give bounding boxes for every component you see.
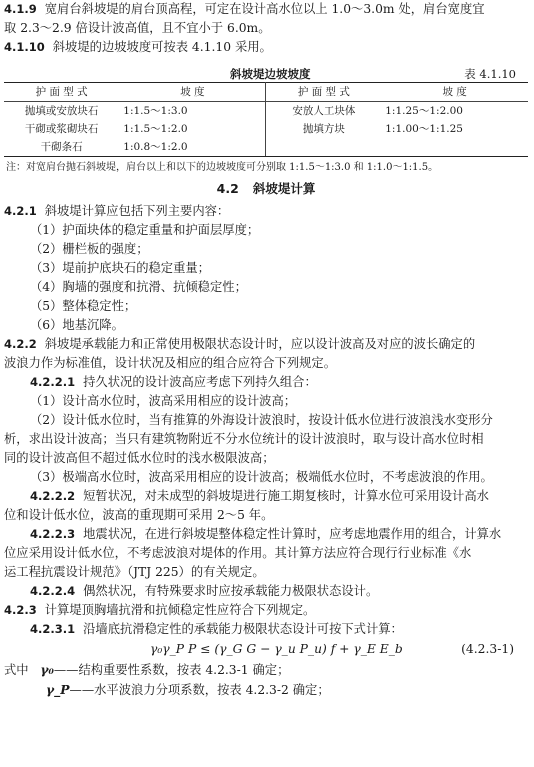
clause-text: 短暂状况，对未成型的斜坡堤进行施工期复核时，计算水位可采用设计高水 (83, 489, 489, 503)
table-cell: 1:1.00～1:1.25 (385, 122, 463, 135)
clause-number: 4.2.2 (4, 337, 37, 351)
clause-4-2-3-1 (4, 620, 528, 639)
table-header: 护 面 型 式 (266, 83, 381, 102)
clause-text: 计算堤顶胸墙抗滑和抗倾稳定性应符合下列规定。 (44, 603, 316, 617)
clause-text: 偶然状况，有特殊要求时应按承载能力极限状态设计。 (83, 584, 379, 598)
table-row (4, 102, 528, 121)
table-cell: 干砌条石 (4, 138, 119, 157)
list-item: （3）堤前护底块石的稳定重量； (30, 261, 210, 275)
clause-text: 沿墙底抗滑稳定性的承载能力极限状态设计可按下式计算： (83, 622, 403, 636)
table-cell: 1:1.25～1:2.00 (385, 104, 463, 117)
clause-text: 宽肩台斜坡堤的肩台顶高程，可定在设计高水位以上 1.0～3.0m 处，肩台宽度宜 (44, 2, 485, 16)
clause-text: 斜坡堤承载能力和正常使用极限状态设计时，应以设计波高及对应的波长确定的 (44, 337, 476, 351)
clause-4-2-2-3-cont: 位应采用设计低水位，不考虑波浪对堤体的作用。其计算方法应符合现行行业标准《水 (4, 546, 472, 560)
table-note: 注：对宽肩台抛石斜坡堤，肩台以上和以下的边坡坡度可分别取 1:1.5～1:3.0 和 1:1.0～1:1.5。 (6, 162, 439, 173)
list-item: （2）设计低水位时，当有推算的外海设计波浪时，按设计低水位进行波浪浅水变形分 (30, 413, 493, 427)
table-cell (266, 138, 381, 157)
clause-4-2-2-3-cont: 运工程抗震设计规范》（JTJ 225）的有关规定。 (4, 565, 265, 579)
table-cell: 1:1.5～1:3.0 (119, 102, 266, 121)
table-header: 坡 度 (381, 83, 528, 102)
clause-number: 4.2.2.1 (30, 375, 76, 389)
clause-number: 4.2.2.4 (30, 584, 76, 598)
list-item: （4）胸墙的强度和抗滑、抗倾稳定性； (30, 280, 247, 294)
table-cell: 抛填或安放块石 (24, 104, 99, 117)
formula-4-2-3-1 (4, 639, 528, 660)
clause-text: 持久状况的设计波高应考虑下列持久组合： (83, 375, 317, 389)
clause-4-2-3 (4, 601, 528, 620)
section-number: 4.2 (216, 181, 239, 196)
formula-expression: γ₀γ_P P ≤ (γ_G G − γ_u P_u) f + γ_E E_b (150, 642, 403, 656)
table-cell: 1:0.8～1:2.0 (119, 138, 266, 157)
clause-number: 4.2.1 (4, 204, 37, 218)
symbol-definition (4, 660, 528, 680)
clause-4-2-2-cont: 波浪力作为标准值，设计状况及相应的组合应符合下列规定。 (4, 356, 337, 370)
clause-4-2-2-4 (4, 582, 528, 601)
list-item: （1）设计高水位时，波高采用相应的设计波高； (30, 394, 297, 408)
table-title: 斜坡堤边坡坡度 (230, 66, 311, 81)
list-item: （5）整体稳定性； (30, 299, 137, 313)
clause-4-1-9 (4, 0, 528, 19)
clause-text: 斜坡堤计算应包括下列主要内容： (44, 204, 230, 218)
table-cell: 1:1.5～1:2.0 (119, 120, 266, 138)
clause-number: 4.2.2.3 (30, 527, 76, 541)
list-item: （6）地基沉降。 (30, 318, 124, 332)
clause-text: 斜坡堤的边坡坡度可按表 4.1.10 采用。 (52, 40, 272, 54)
clause-number: 4.1.10 (4, 40, 45, 54)
section-heading (4, 176, 528, 202)
symbol: γ₀ (40, 662, 54, 677)
table-cell: 抛填方块 (302, 122, 345, 135)
list-item: （3）极端高水位时，波高采用相应的设计波高；极端低水位时，不考虑波浪的作用。 (30, 470, 493, 484)
table-number: 表 4.1.10 (464, 66, 516, 81)
clause-4-2-2-2-cont: 位和设计低水位，波高的重现期可采用 2～5 年。 (4, 508, 274, 522)
clause-number: 4.2.3.1 (30, 622, 76, 636)
clause-4-2-2-1 (4, 373, 528, 392)
clause-4-1-9-cont: 取 2.3～2.9 倍设计波高值，且不宜小于 6.0m。 (4, 21, 271, 35)
table-header: 坡 度 (119, 83, 266, 102)
table-header-row (4, 83, 528, 102)
clause-number: 4.2.2.2 (30, 489, 76, 503)
list-item-cont: 析，求出设计波高；当只有建筑物附近不分水位统计的设计波浪时，取与设计高水位时相 (4, 432, 484, 446)
symbol-text: ——结构重要性系数，按表 4.2.3-1 确定； (53, 663, 290, 677)
table-caption (4, 60, 528, 80)
symbol-definition (4, 680, 528, 700)
list-item: （1）护面块体的稳定重量和护面层厚度； (30, 223, 260, 237)
table-cell: 干砌或浆砌块石 (24, 122, 99, 135)
section-title: 斜坡堤计算 (252, 181, 316, 196)
formula-number: (4.2.3-1) (461, 642, 514, 656)
slope-table (4, 82, 528, 157)
clause-4-1-10 (4, 38, 528, 57)
definitions-lead: 式中 (4, 663, 29, 677)
table-cell: 安放人工块体 (292, 104, 356, 117)
clause-number: 4.1.9 (4, 2, 37, 16)
clause-number: 4.2.3 (4, 603, 37, 617)
clause-4-2-1 (4, 202, 528, 221)
symbol: γ_P (46, 682, 70, 697)
symbol-text: ——水平波浪力分项系数，按表 4.2.3-2 确定； (69, 683, 330, 697)
table-cell (381, 138, 528, 157)
clause-text: 地震状况，在进行斜坡堤整体稳定性计算时，应考虑地震作用的组合，计算水 (83, 527, 502, 541)
list-item: （2）栅栏板的强度； (30, 242, 149, 256)
table-row (4, 120, 528, 138)
table-row (4, 138, 528, 157)
list-item-cont: 同的设计波高但不超过低水位时的浅水极限波高； (4, 451, 275, 465)
clause-4-2-2 (4, 335, 528, 354)
clause-4-2-2-2 (4, 487, 528, 506)
clause-4-2-2-3 (4, 525, 528, 544)
table-header: 护 面 型 式 (4, 83, 119, 102)
